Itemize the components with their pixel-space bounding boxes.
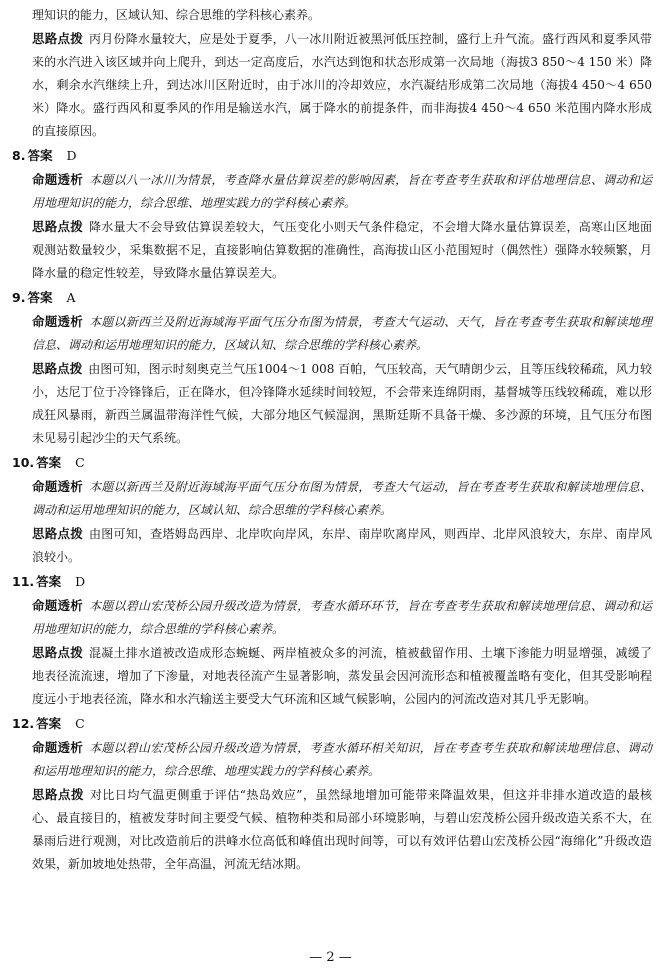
question-number: 12. [12, 716, 35, 731]
hint-text: 由图可知，查塔姆岛西岸、北岸吹向岸风，东岸、南岸吹离岸风，则西岸、北岸风浪较大，东岸、南岸风浪较小。 [32, 527, 652, 564]
hint-label: 思路点拨 [32, 219, 83, 234]
answer-line-11 [12, 570, 652, 594]
q7-analysis-label: 思路点拨 [32, 31, 83, 46]
answer-block-11 [12, 570, 652, 711]
hint-text: 由图可知，图示时刻奥克兰气压1004～1 008 百帕，气压较高，天气晴朗少云，且等压线较稀疏，风力较小，达尼丁位于冷锋锋后，正在降水，但冷锋降水延续时间较短，不会带来连绵阴雨，基督城等压线较稀疏，难以形成狂风暴雨，新西兰属温带海洋性气候，大部分地区气候湿润，黑斯廷斯不具备干燥、多沙源的环境，且气压分布图未见易引起沙尘的天气系统。 [32, 362, 652, 445]
answer-value: C [75, 455, 85, 470]
answer-block-10 [12, 451, 652, 569]
answer-block-12 [12, 712, 652, 876]
answer-block-8 [12, 144, 652, 285]
solution-hint [12, 783, 652, 876]
analysis-text: 本题以新西兰及附近海域海平面气压分布图为情景，考查大气运动，旨在考查考生获取和解读地理信息、调动和运用地理知识的能力，区域认知、综合思维的学科核心素养。 [32, 480, 652, 517]
question-analysis [12, 310, 652, 357]
page-content [12, 4, 652, 876]
question-number: 10. [12, 455, 35, 470]
answer-label: 答案 [36, 574, 62, 589]
analysis-label: 命题透析 [32, 598, 83, 613]
analysis-text: 本题以碧山宏茂桥公园升级改造为情景，考查水循环相关知识，旨在考查考生获取和解读地理信息、调动和运用地理知识的能力，综合思维、地理实践力的学科核心素养。 [32, 741, 652, 778]
analysis-text: 本题以八一冰川为情景，考查降水量估算误差的影响因素，旨在考查考生获取和评估地理信息、调动和运用地理知识的能力，综合思维、地理实践力的学科核心素养。 [32, 173, 652, 210]
answer-value: A [66, 290, 76, 305]
analysis-label: 命题透析 [32, 314, 83, 329]
q7-analysis-text: 丙月份降水量较大，应是处于夏季，八一冰川附近被黑河低压控制，盛行上升气流。盛行西风和夏季风带来的水汽进入该区域并向上爬升，到达一定高度后，水汽达到饱和状态形成第一次局地（海拔3 850～4 150 米）降水，剩余水汽继续上升，到达冰川区附近时，由于冰川的冷却效应，水汽凝结形成第二次局地（海拔4 450～4 650 米）降水。盛行西风和夏季风的作用是输送水汽，属于降水的前提条件，而非海拔4 450～4 650 米范围内降水形成的直接原因。 [32, 32, 652, 138]
question-number: 9. [12, 290, 26, 305]
answer-label: 答案 [27, 148, 53, 163]
answer-label: 答案 [36, 455, 62, 470]
solution-hint [12, 641, 652, 711]
question-analysis [12, 736, 652, 783]
hint-label: 思路点拨 [32, 526, 83, 541]
answer-line-9 [12, 286, 652, 310]
solution-hint [12, 522, 652, 569]
intro-tail-text: 理知识的能力，区域认知、综合思维的学科核心素养。 [32, 8, 321, 22]
answer-value: D [66, 148, 77, 163]
analysis-text: 本题以新西兰及附近海域海平面气压分布图为情景，考查大气运动、天气，旨在考查考生获取和解读地理信息、调动和运用地理知识的能力，区域认知、综合思维的学科核心素养。 [32, 315, 652, 352]
hint-label: 思路点拨 [32, 361, 83, 376]
solution-hint [12, 215, 652, 285]
hint-label: 思路点拨 [32, 787, 84, 802]
analysis-label: 命题透析 [32, 479, 83, 494]
solution-hint [12, 357, 652, 450]
answer-label: 答案 [27, 290, 53, 305]
hint-text: 对比日均气温更侧重于评估“热岛效应”，虽然绿地增加可能带来降温效果，但这并非排水道改造的最核心、最直接目的，植被发芽时间主要受气候、植物种类和局部小环境影响，与碧山宏茂桥公园升级改造关系不大，在暴雨后进行观测，对比改造前后的洪峰水位高低和峰值出现时间等，可以有效评估碧山宏茂桥公园“海绵化”升级改造效果，新加坡地处热带，全年高温，河流无结冰期。 [32, 788, 652, 871]
question-number: 8. [12, 148, 26, 163]
question-analysis [12, 594, 652, 641]
hint-text: 降水量大不会导致估算误差较大，气压变化小则天气条件稳定，不会增大降水量估算误差，高寒山区地面观测站数量较少，采集数据不足，直接影响估算数据的准确性，高海拔山区小范围短时（偶然性）强降水较频繁，月降水量的稳定性较差，导致降水量估算误差大。 [32, 220, 652, 280]
analysis-label: 命题透析 [32, 172, 83, 187]
answer-label: 答案 [36, 716, 62, 731]
answer-value: D [75, 574, 86, 589]
hint-label: 思路点拨 [32, 645, 83, 660]
answer-line-10 [12, 451, 652, 475]
answer-block-9 [12, 286, 652, 450]
question-analysis [12, 168, 652, 215]
hint-text: 混凝土排水道被改造成形态蜿蜒、两岸植被众多的河流，植被截留作用、土壤下渗能力明显增强，减缓了地表径流流速，增加了下渗量，对地表径流产生显著影响，蒸发虽会因河流形态和植被覆盖略有变化，但其受影响程度远小于地表径流，降水和水汽输送主要受大气环流和区域气候影响，公园内的河流改造对其几乎无影响。 [32, 646, 652, 706]
answer-line-8 [12, 144, 652, 168]
question-number: 11. [12, 574, 35, 589]
analysis-text: 本题以碧山宏茂桥公园升级改造为情景，考查水循环环节，旨在考查考生获取和解读地理信息、调动和运用地理知识的能力，综合思维的学科核心素养。 [32, 599, 652, 636]
analysis-label: 命题透析 [32, 740, 83, 755]
answer-line-12 [12, 712, 652, 736]
question-analysis [12, 475, 652, 522]
answer-value: C [75, 716, 85, 731]
q7-analysis [12, 27, 652, 143]
page-number: — 2 — [309, 950, 352, 965]
